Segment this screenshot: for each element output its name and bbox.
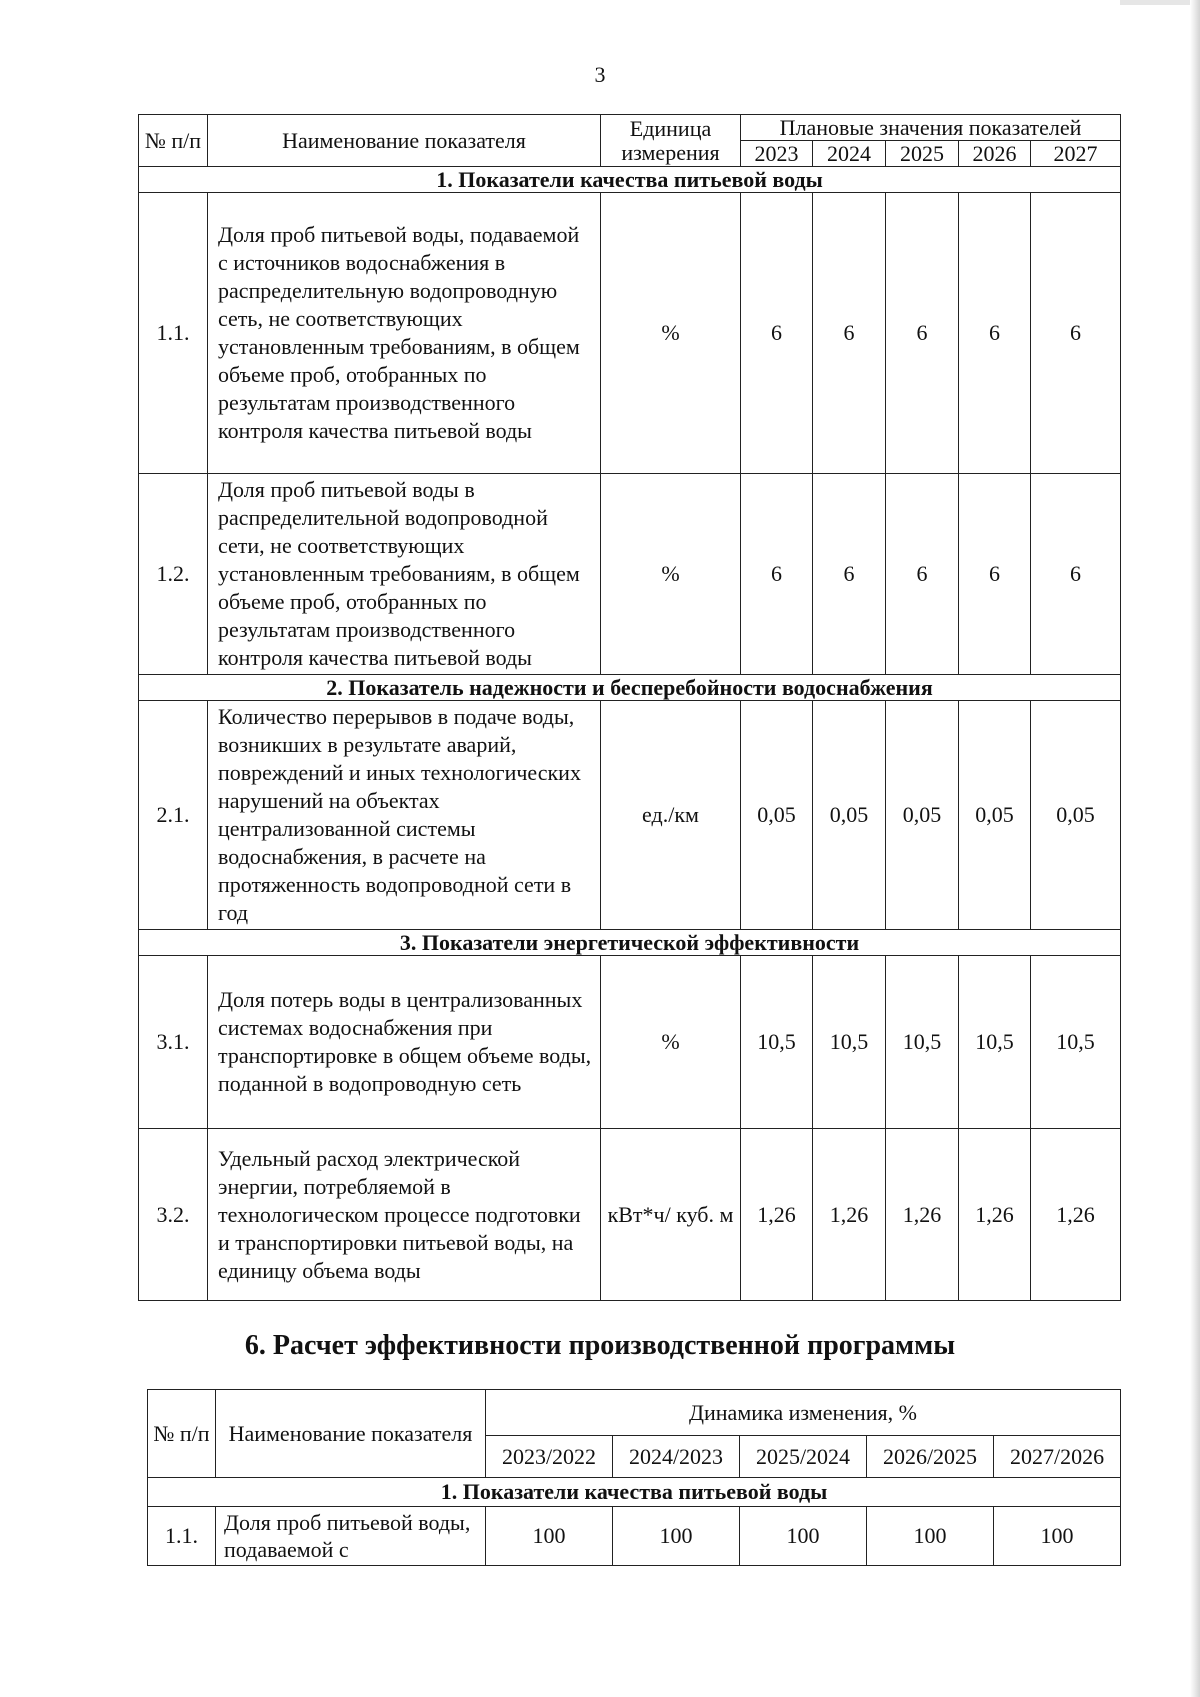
row-unit: % [601, 474, 741, 675]
header-year: 2024 [813, 141, 886, 167]
efficiency-table [147, 1389, 1121, 1566]
row-indicator-name: Количество перерывов в подаче воды, возникших в результате аварий, повреждений и иных технологических нарушений на объектах централизованной системы водоснабжения, в расчете на протяженность водопроводной сети в год [208, 701, 601, 930]
header-year: 2025 [886, 141, 959, 167]
row-unit: % [601, 193, 741, 474]
table-row [139, 956, 1121, 1129]
row-value: 0,05 [959, 701, 1031, 930]
row-value: 100 [867, 1507, 994, 1566]
row-number: 2.1. [139, 701, 208, 930]
row-value: 6 [959, 474, 1031, 675]
header-period: 2027/2026 [994, 1436, 1121, 1478]
header-num: № п/п [148, 1390, 216, 1478]
row-number: 3.1. [139, 956, 208, 1129]
row-value: 0,05 [741, 701, 813, 930]
row-value: 10,5 [813, 956, 886, 1129]
header-period: 2024/2023 [613, 1436, 740, 1478]
scan-edge-shadow [1190, 0, 1200, 1697]
row-value: 1,26 [886, 1129, 959, 1301]
header-planned-values: Плановые значения показателей [741, 115, 1121, 141]
header-year: 2026 [959, 141, 1031, 167]
row-indicator-name: Доля потерь воды в централизованных системах водоснабжения при транспортировке в общем объеме воды, поданной в водопроводную сеть [208, 956, 601, 1129]
row-value: 100 [740, 1507, 867, 1566]
header-unit: Единица измерения [601, 115, 741, 167]
row-value: 1,26 [959, 1129, 1031, 1301]
header-name: Наименование показателя [216, 1390, 486, 1478]
header-year: 2027 [1031, 141, 1121, 167]
section-heading: 2. Показатель надежности и бесперебойности водоснабжения [139, 675, 1121, 701]
table-row [148, 1507, 1121, 1566]
table-row [139, 474, 1121, 675]
row-value: 100 [994, 1507, 1121, 1566]
header-period: 2025/2024 [740, 1436, 867, 1478]
row-value: 6 [1031, 474, 1121, 675]
section-heading: 1. Показатели качества питьевой воды [139, 167, 1121, 193]
row-number: 1.1. [139, 193, 208, 474]
row-value: 10,5 [959, 956, 1031, 1129]
row-value: 6 [959, 193, 1031, 474]
header-period: 2026/2025 [867, 1436, 994, 1478]
row-value: 10,5 [886, 956, 959, 1129]
row-value: 1,26 [741, 1129, 813, 1301]
table-row [139, 193, 1121, 474]
header-name: Наименование показателя [208, 115, 601, 167]
row-value: 1,26 [813, 1129, 886, 1301]
table-row [139, 701, 1121, 930]
row-value: 1,26 [1031, 1129, 1121, 1301]
scan-edge-mark [1120, 0, 1190, 5]
row-unit: кВт*ч/ куб. м [601, 1129, 741, 1301]
section-6-heading: 6. Расчет эффективности производственной программы [244, 1330, 956, 1361]
row-value: 10,5 [741, 956, 813, 1129]
header-period: 2023/2022 [486, 1436, 613, 1478]
row-unit: ед./км [601, 701, 741, 930]
header-num: № п/п [139, 115, 208, 167]
row-value: 100 [613, 1507, 740, 1566]
row-value: 10,5 [1031, 956, 1121, 1129]
row-value: 100 [486, 1507, 613, 1566]
row-value: 0,05 [886, 701, 959, 930]
row-value: 6 [1031, 193, 1121, 474]
section-heading: 3. Показатели энергетической эффективности [139, 930, 1121, 956]
row-number: 1.2. [139, 474, 208, 675]
row-number: 3.2. [139, 1129, 208, 1301]
row-value: 6 [741, 193, 813, 474]
row-number: 1.1. [148, 1507, 216, 1566]
row-indicator-name: Доля проб питьевой воды в распределительной водопроводной сети, не соответствующих установленным требованиям, в общем объеме проб, отобранных по результатам производственного контроля качества питьевой воды [208, 474, 601, 675]
header-dynamics: Динамика изменения, % [486, 1390, 1121, 1436]
row-value: 6 [886, 474, 959, 675]
row-indicator-name: Доля проб питьевой воды, подаваемой с [216, 1507, 486, 1566]
table-row [139, 1129, 1121, 1301]
row-unit: % [601, 956, 741, 1129]
row-value: 0,05 [1031, 701, 1121, 930]
row-value: 6 [813, 193, 886, 474]
section-heading: 1. Показатели качества питьевой воды [148, 1478, 1121, 1507]
row-indicator-name: Удельный расход электрической энергии, потребляемой в технологическом процессе подготовки и транспортировки питьевой воды, на единицу объема воды [208, 1129, 601, 1301]
planned-indicators-table [138, 114, 1121, 1301]
row-value: 6 [886, 193, 959, 474]
row-value: 6 [741, 474, 813, 675]
header-year: 2023 [741, 141, 813, 167]
row-value: 0,05 [813, 701, 886, 930]
row-value: 6 [813, 474, 886, 675]
row-indicator-name: Доля проб питьевой воды, подаваемой с источников водоснабжения в распределительную водопроводную сеть, не соответствующих установленным требованиям, в общем объеме проб, отобранных по результатам производственного контроля качества питьевой воды [208, 193, 601, 474]
page-number: 3 [594, 62, 606, 87]
